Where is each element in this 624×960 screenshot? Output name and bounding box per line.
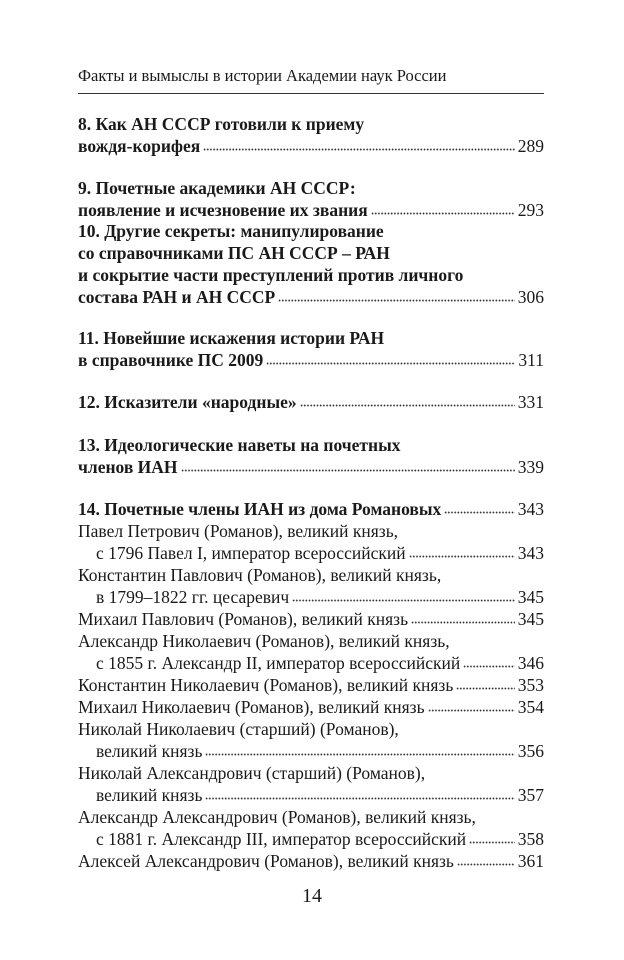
toc-page-number: 345 bbox=[517, 609, 544, 629]
toc-entry-text: Михаил Николаевич (Романов), великий князь bbox=[78, 697, 425, 717]
toc-page-number: 361 bbox=[517, 851, 544, 871]
dot-leader bbox=[457, 862, 515, 867]
toc-entry-text: 14. Почетные члены ИАН из дома Романовых bbox=[78, 499, 442, 519]
dot-leader bbox=[411, 620, 515, 625]
toc-entry-text: со справочниками ПС АН СССР – РАН bbox=[78, 243, 390, 263]
toc-page-number: 293 bbox=[517, 200, 544, 220]
toc-subentry bbox=[78, 520, 544, 542]
toc-subentry bbox=[78, 674, 544, 696]
toc-entry-text: в 1799–1822 гг. цесаревич bbox=[96, 587, 290, 607]
toc-entry-text: великий князь bbox=[96, 741, 203, 761]
toc-entry-text: 13. Идеологические наветы на почетных bbox=[78, 435, 401, 455]
toc-entry-text: Николай Николаевич (старший) (Романов), bbox=[78, 719, 399, 739]
toc-entry-text: 10. Другие секреты: манипулирование bbox=[78, 221, 384, 241]
toc-entry-text: и сокрытие части преступлений против личного bbox=[78, 265, 464, 285]
toc-entry-text: Михаил Павлович (Романов), великий князь bbox=[78, 609, 409, 629]
toc-entry-11 bbox=[78, 327, 544, 349]
toc-page-number: 353 bbox=[517, 675, 544, 695]
toc-entry-text: 11. Новейшие искажения истории РАН bbox=[78, 328, 385, 348]
toc-entry-text: Константин Николаевич (Романов), великий князь bbox=[78, 675, 454, 695]
page-number: 14 bbox=[302, 885, 322, 907]
toc-page-number: 343 bbox=[517, 499, 544, 519]
toc-entry-text: 9. Почетные академики АН СССР: bbox=[78, 178, 356, 198]
toc-entry-text: Константин Павлович (Романов), великий князь, bbox=[78, 565, 442, 585]
toc-entry-8-end bbox=[78, 135, 544, 157]
toc-entry-14 bbox=[78, 498, 544, 520]
toc-entry-text: Александр Александрович (Романов), великий князь, bbox=[78, 807, 476, 827]
toc-page-number: 358 bbox=[517, 829, 544, 849]
dot-leader bbox=[205, 752, 514, 757]
toc-subentry bbox=[78, 630, 544, 652]
toc-entry-10-end bbox=[78, 286, 544, 308]
toc-entry-text: состава РАН и АН СССР bbox=[78, 287, 276, 307]
toc-page-number: 331 bbox=[517, 392, 544, 412]
toc-page-number: 345 bbox=[517, 587, 544, 607]
toc-subentry bbox=[78, 564, 544, 586]
toc-entry-text: Алексей Александрович (Романов), великий князь bbox=[78, 851, 454, 871]
dot-leader bbox=[300, 403, 515, 408]
toc-entry-11-end bbox=[78, 349, 544, 371]
toc-subentry-end bbox=[96, 586, 544, 608]
dot-leader bbox=[409, 554, 515, 559]
toc-subentry-end bbox=[96, 784, 544, 806]
dot-leader bbox=[456, 686, 514, 691]
toc-page-number: 289 bbox=[517, 136, 544, 156]
toc-entry-9-end bbox=[78, 199, 544, 221]
toc-page-number: 357 bbox=[517, 785, 544, 805]
toc-subentry bbox=[78, 718, 544, 740]
toc-subentry bbox=[78, 850, 544, 872]
dot-leader bbox=[463, 664, 514, 669]
dot-leader bbox=[428, 708, 515, 713]
running-header: Факты и вымыслы в истории Академии наук России bbox=[78, 66, 447, 85]
toc-entry-text: с 1855 г. Александр II, император всероссийский bbox=[96, 653, 461, 673]
toc-entry-text: великий князь bbox=[96, 785, 203, 805]
toc-entry-13 bbox=[78, 434, 544, 456]
toc-entry-text: с 1881 г. Александр III, император всероссийский bbox=[96, 829, 467, 849]
toc-subentry bbox=[78, 762, 544, 784]
toc-subentry-end bbox=[96, 652, 544, 674]
toc-entry-text: членов ИАН bbox=[78, 457, 178, 477]
toc-page-number: 311 bbox=[518, 350, 544, 370]
toc-entry-text: Николай Александрович (старший) (Романов), bbox=[78, 763, 426, 783]
toc-entry-13-end bbox=[78, 456, 544, 478]
dot-leader bbox=[278, 298, 515, 303]
toc-subentry-end bbox=[96, 828, 544, 850]
toc-entry-10 bbox=[78, 220, 544, 242]
toc-entry-text: в справочнике ПС 2009 bbox=[78, 350, 264, 370]
toc-entry-12 bbox=[78, 391, 544, 413]
header-rule bbox=[78, 93, 544, 94]
dot-leader bbox=[469, 840, 515, 845]
toc-entry-text: 12. Исказители «народные» bbox=[78, 392, 297, 412]
dot-leader bbox=[181, 468, 515, 473]
toc-entry-text: Александр Николаевич (Романов), великий князь, bbox=[78, 631, 450, 651]
toc-entry-text: 8. Как АН СССР готовили к приему bbox=[78, 114, 365, 134]
toc-page-number: 356 bbox=[517, 741, 544, 761]
toc-entry-text: появление и исчезновение их звания bbox=[78, 200, 368, 220]
dot-leader bbox=[371, 211, 515, 216]
toc-subentry bbox=[78, 608, 544, 630]
toc-page-number: 306 bbox=[517, 287, 544, 307]
toc-entry-8 bbox=[78, 113, 544, 135]
toc-subentry-end bbox=[96, 740, 544, 762]
toc-page-number: 343 bbox=[517, 543, 544, 563]
toc-page-number: 339 bbox=[517, 457, 544, 477]
toc-subentry-end bbox=[96, 542, 544, 564]
toc-subentry bbox=[78, 806, 544, 828]
toc-subentry bbox=[78, 696, 544, 718]
dot-leader bbox=[205, 796, 514, 801]
dot-leader bbox=[292, 598, 515, 603]
toc-entry-text: с 1796 Павел I, император всероссийский bbox=[96, 543, 406, 563]
dot-leader bbox=[444, 510, 514, 515]
toc-entry-text: Павел Петрович (Романов), великий князь, bbox=[78, 521, 399, 541]
dot-leader bbox=[203, 147, 515, 152]
toc-entry-10-line bbox=[78, 242, 544, 264]
toc-page-number: 354 bbox=[517, 697, 544, 717]
dot-leader bbox=[266, 361, 515, 366]
toc-page-number: 346 bbox=[517, 653, 544, 673]
toc-entry-9 bbox=[78, 177, 544, 199]
toc-entry-10-line bbox=[78, 264, 544, 286]
toc-entry-text: вождя-корифея bbox=[78, 136, 201, 156]
